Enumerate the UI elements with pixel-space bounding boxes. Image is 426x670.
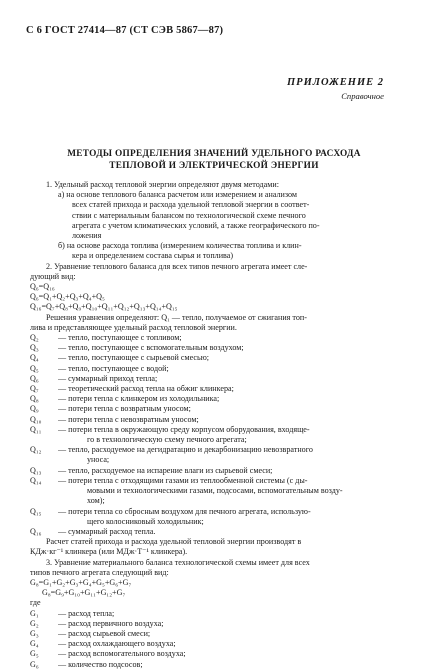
appendix-note: Справочное — [341, 91, 384, 101]
definition-text: — потери тепла с клинкером из холодильника; — [58, 394, 220, 404]
text-line: КДж·кг⁻¹ клинкера (или МДж·Т⁻¹ клинкера). — [30, 547, 188, 557]
definition-text: — количество подсосов; — [58, 659, 143, 669]
definition-line — [30, 394, 402, 404]
document-body — [30, 180, 402, 670]
definition-text: — тепло, поступающее с водой; — [58, 363, 169, 373]
definition-line — [30, 353, 402, 363]
symbol: G₁ — [30, 608, 39, 618]
section-title-line-1: МЕТОДЫ ОПРЕДЕЛЕНИЯ ЗНАЧЕНИЙ УДЕЛЬНОГО РАСХОДА — [67, 149, 361, 159]
symbol: Q₃ — [30, 343, 39, 353]
definition-line — [30, 343, 402, 353]
definition-text: — расход вспомогательного воздуха; — [58, 649, 186, 659]
text-line: типов печного агрегата следующий вид: — [30, 567, 169, 577]
symbol: Q₈ — [30, 394, 39, 404]
definition-text: — потери тепла с отходящими газами из теплообменной системы (с ды- — [58, 475, 308, 485]
text-line: б) на основе расхода топлива (измерением количества топлива и клин- — [58, 241, 302, 251]
text-line: щего колосниковый холодильник; — [87, 516, 204, 526]
symbol: Q₉ — [30, 404, 39, 414]
symbol: Q₁₀ — [30, 414, 42, 424]
definition-line — [30, 660, 402, 670]
definition-text: — потери тепла в окружающую среду корпусом оборудования, входяще- — [58, 424, 310, 434]
definition-line — [30, 629, 402, 639]
definition-text: — потери тепла с возвратным уносом; — [58, 404, 191, 414]
definition-text: — суммарный расход тепла. — [58, 526, 156, 536]
text-line: кера и определением состава сырья и топлива) — [72, 251, 234, 261]
definition-text: — тепло, расходуемое на испарение влаги из сырьевой смеси; — [58, 465, 273, 475]
definition-text: — тепло, поступающее с сырьевой смесью; — [58, 353, 210, 363]
definition-line — [30, 527, 402, 537]
definition-line — [30, 507, 402, 517]
definition-text: — тепло, поступающее с топливом; — [58, 333, 182, 343]
definition-line — [30, 415, 402, 425]
symbol: G₂ — [30, 618, 39, 628]
definition-line — [30, 364, 402, 374]
definition-line — [30, 476, 402, 486]
symbol: Q₅ — [30, 363, 39, 373]
text-line: всех статей прихода и расхода удельной тепловой энергии в соответ- — [72, 200, 310, 210]
definition-text: — потери тепла с невозвратным уносом; — [58, 414, 199, 424]
section-title — [20, 148, 408, 172]
definition-line — [30, 333, 402, 343]
appendix-label: ПРИЛОЖЕНИЕ 2 — [287, 77, 384, 88]
definition-text: — тепло, расходуемое на дегидратацию и декарбонизацию невозвратного — [58, 445, 313, 455]
definition-line — [30, 384, 402, 394]
definition-text: — теоретический расход тепла на обжиг клинкера; — [58, 384, 234, 394]
appendix-block — [287, 76, 384, 102]
text-line: Q₁₆=Q₇+Q₈+Q₉+Q₁₀+Q₁₁+Q₁₂+Q₁₃+Q₁₄+Q₁₅ — [30, 302, 178, 312]
text-line: ложения — [72, 231, 102, 241]
page-header: С 6 ГОСТ 27414—87 (СТ СЭВ 5867—87) — [26, 25, 224, 36]
text-line: Q₆=Q₁₆ — [30, 282, 55, 292]
definition-line — [30, 649, 402, 659]
symbol: Q₁₁ — [30, 424, 42, 434]
text-line: 1. Удельный расход тепловой энергии определяют двумя методами: — [46, 180, 279, 189]
symbol: Q₄ — [30, 353, 39, 363]
definition-text: — расход первичного воздуха; — [58, 618, 164, 628]
symbol: G₃ — [30, 628, 39, 638]
definition-line — [30, 404, 402, 414]
text-line: а) на основе теплового баланса расчетом или измерением и анализом — [58, 190, 298, 200]
text-line: ствии с материальным балансом по технологической схеме печного — [72, 210, 306, 220]
text-line: хом); — [87, 496, 105, 506]
symbol: Q₇ — [30, 384, 39, 394]
symbol: Q₂ — [30, 333, 39, 343]
text-line: уноса; — [87, 455, 110, 465]
text-line: G₈=G₁+G₂+G₃+G₄+G₅+G₆+G₇ — [30, 577, 132, 587]
definition-text: — расход охлаждающего воздуха; — [58, 639, 176, 649]
symbol: G₄ — [30, 639, 39, 649]
text-line: го в технологическую схему печного агрегата; — [87, 435, 247, 445]
text-line: 2. Уравнение теплового баланса для всех типов печного агрегата имеет сле- — [46, 261, 308, 271]
section-title-line-2: ТЕПЛОВОЙ И ЭЛЕКТРИЧЕСКОЙ ЭНЕРГИИ — [109, 161, 319, 171]
definition-line — [30, 639, 402, 649]
definition-line — [30, 619, 402, 629]
definition-text: — тепло, поступающее с вспомогательным воздухом; — [58, 343, 244, 353]
symbol: Q₆ — [30, 373, 39, 383]
text-line: G₈=G₉+G₁₀+G₁₁+G₁₂+G₇ — [42, 588, 126, 598]
text-line: Q₆=Q₁+Q₂+Q₃+Q₄+Q₅ — [30, 292, 105, 302]
symbol: Q₁₅ — [30, 506, 42, 516]
text-line: Решения уравнения определяют: Q₁ — тепло, получаемое от сжигания топ- — [46, 312, 307, 322]
definition-line — [30, 374, 402, 384]
definition-line — [30, 466, 402, 476]
symbol: Q₁₆ — [30, 526, 42, 536]
text-line: дующий вид: — [30, 271, 76, 281]
text-line: где — [30, 598, 41, 608]
text-line: Расчет статей прихода и расхода удельной тепловой энергии производят в — [46, 537, 302, 547]
definition-line — [30, 425, 402, 435]
symbol: G₆ — [30, 659, 39, 669]
symbol: G₅ — [30, 649, 39, 659]
definition-line — [30, 609, 402, 619]
symbol: Q₁₂ — [30, 445, 42, 455]
symbol: Q₁₄ — [30, 475, 42, 485]
text-line: агрегата с учетом климатических условий, а также географического по- — [72, 220, 320, 230]
text-line: лива и представляющее удельный расход тепловой энергии. — [30, 322, 237, 332]
symbol: Q₁₃ — [30, 465, 42, 475]
text-line: 3. Уравнение материального баланса технологической схемы имеет для всех — [46, 557, 310, 567]
definition-line — [30, 445, 402, 455]
text-line: мовыми и технологическими газами, подсосами, вспомогательным возду- — [87, 486, 343, 496]
definition-text: — расход тепла; — [58, 608, 115, 618]
definition-text: — расход сырьевой смеси; — [58, 628, 151, 638]
definition-text: — суммарный приход тепла; — [58, 373, 158, 383]
definition-text: — потери тепла со сбросным воздухом для печного агрегата, использую- — [58, 506, 311, 516]
